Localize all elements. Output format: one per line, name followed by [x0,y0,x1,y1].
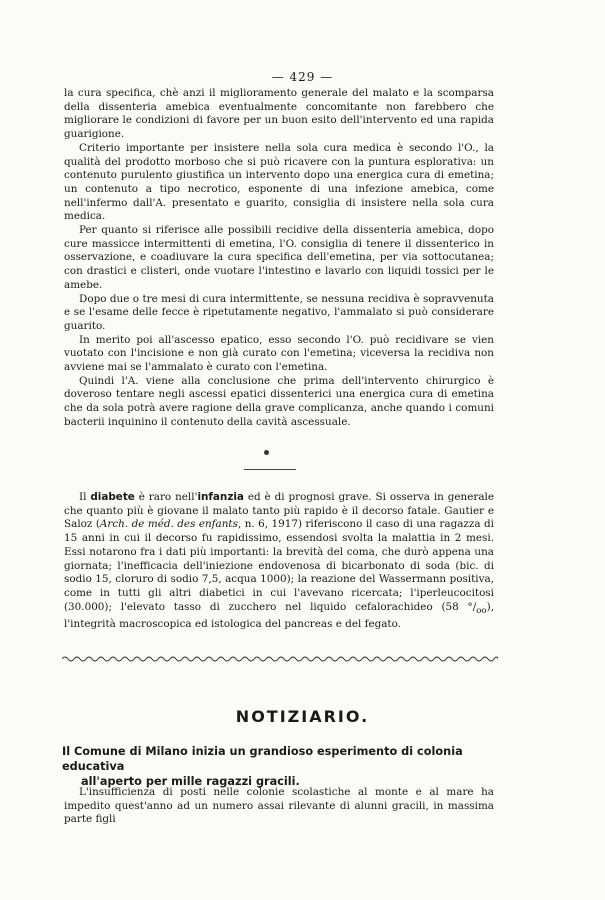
article-body [64,786,494,827]
review-diabete [64,491,494,632]
review-emetina [64,87,494,430]
headline-line-1: Il Comune di Milano inizia un grandioso esperimento di colonia educativa [62,745,463,773]
article-headline [62,744,502,789]
prefix-text: Il [79,491,87,503]
paragraph: Per quanto si riferisce alle possibili recidive della dissenteria amebica, dopo cure massicce intermittenti di emetina, l'O. consiglia di tenere il dissenterico in osservazione, e coadiuvare la cura specifica dell'emetina, per via sottocutanea; con drastici e clisteri, onde vuotare l'intestino e lavarlo con liquidi tossici per le amebe. [64,224,494,291]
section-title: NOTIZIARIO. [235,707,370,726]
text-fragment: , n. 6, 1917) riferiscono il caso di una ragazza di 15 anni in cui il decorso fu rapidissimo, essendosi svolta la malattia in 2 mesi. Essi notarono fra i dati più importanti: la brevità del coma, che durò appena una giornata; l'inefficacia dell'iniezione endovenosa di bicarbonato di soda (bic. di sodio 15, cloruro di sodio 7,5, acqua 1000); la reazione del Wassermann positiva, come in tutti gli altri diabetici in cui l'avevano ricercata; l'iperleucocitosi (30.000); l'elevato tasso di zucchero nel liquido cefalorachideo (58 °/ [64,518,494,613]
paragraph: Quindi l'A. viene alla conclusione che prima dell'intervento chirurgico è doveroso tentare negli ascessi epatici dissenterici una energica cura di emetina che da sola potrà avere ragione della grave complicanza, anche quando i comuni bacterii inquinino il contenuto della cavità ascessuale. [64,374,494,428]
permille-sub: oo [476,605,487,616]
section-divider [244,469,296,470]
keyword-diabete: diabete [90,491,135,503]
headline-line-2: all'aperto per mille ragazzi gracili. [81,775,300,788]
text-fragment: ed è di prognosi grave. Si osserva in generale che quanto più è giovane il malato tanto più rapido è il decorso fatale. Gautier e Saloz ( [64,491,495,531]
text-fragment: è raro nell' [138,491,198,503]
keyword-infanzia: infanzia [197,491,244,503]
text-fragment: ), l'integrità macroscopica ed istologica del pancreas e del fegato. [64,600,494,631]
ornament-dot [264,450,269,455]
paragraph: In merito poi all'ascesso epatico, esso secondo l'O. può recidivare se vien vuotato con l'incisione e non già curato con l'emetina; viceversa la recidiva non avviene mai se l'ammalato è curato con l'emetina. [64,333,494,374]
wavy-separator [62,655,498,663]
paragraph: Dopo due o tre mesi di cura intermittente, se nessuna recidiva è sopravvenuta e se l'esame delle fecce è ripetutamente negativo, l'ammalato si può considerare guarito. [64,292,494,332]
paragraph [64,491,494,632]
paragraph: Criterio importante per insistere nella sola cura medica è secondo l'O., la qualità del prodotto morboso che si può ricavere con la puntura esplorativa: un contenuto purulento giustifica un intervento dopo una energica cura di emetina; un contenuto a tipo necrotico, esponente di una infezione amebica, come nell'infermo dall'A. presentato e guarito, consiglia di insistere nella sola cura medica. [64,141,494,223]
citation: Arch. de méd. des enfants [99,518,238,531]
paragraph: la cura specifica, chè anzi il miglioramento generale del malato e la scomparsa della dissenteria amebica eventualmente concomitante non farebbero che migliorare le condizioni di favore per un buon esito dell'intervento ed una rapida guarigione. [64,87,494,141]
paragraph: L'insufficienza di posti nelle colonie scolastiche al monte e al mare ha impedito quest'anno ad un numero assai rilevante di alunni gracili, in massima parte figli [64,786,494,826]
page-number: — 429 — [271,70,334,84]
